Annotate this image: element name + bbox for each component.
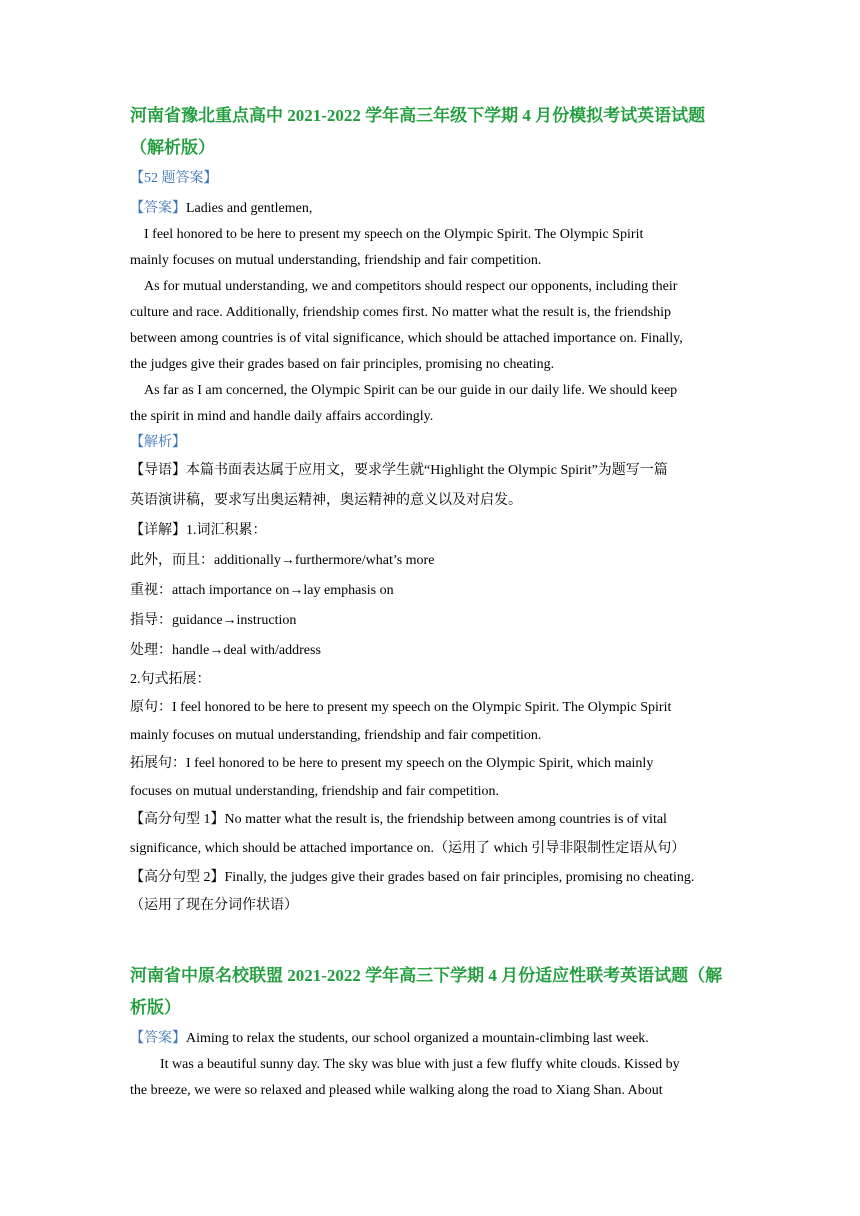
essay-p2-line-4: the judges give their grades based on fair principles, promising no cheating. — [130, 357, 555, 372]
essay-p2-line-1: As for mutual understanding, we and competitors should respect our opponents, including their — [144, 279, 678, 294]
guide-line-2: 英语演讲稿，要求写出奥运精神，奥运精神的意义以及对启发。 — [130, 493, 522, 508]
section-1 — [130, 100, 734, 920]
detail-heading: 【详解】1.词汇积累： — [130, 523, 267, 538]
essay-p1-line-1: I feel honored to be here to present my speech on the Olympic Spirit. The Olympic Spirit — [144, 227, 644, 242]
high-score-1-line-2: significance, which should be attached importance on.（运用了 which 引导非限制性定语从句） — [130, 841, 686, 856]
vocab-item-3: 指导：guidance→instruction — [130, 613, 297, 628]
answer-salutation: Ladies and gentlemen, — [186, 201, 313, 216]
essay-p2-line-2: culture and race. Additionally, friendship comes first. No matter what the result is, the friendship — [130, 305, 672, 320]
original-line-2: mainly focuses on mutual understanding, friendship and fair competition. — [130, 728, 542, 743]
section-2-answer-first: Aiming to relax the students, our school organized a mountain-climbing last week. — [186, 1031, 649, 1046]
vocab-item-4: 处理：handle→deal with/address — [130, 643, 321, 658]
essay-p1-line-2: mainly focuses on mutual understanding, friendship and fair competition. — [130, 253, 542, 268]
answer-line — [130, 196, 734, 222]
expanded-line-2: focuses on mutual understanding, friendship and fair competition. — [130, 784, 499, 799]
section-1-title-line-1: 河南省豫北重点高中 2021-2022 学年高三年级下学期 4 月份模拟考试英语试题 — [130, 106, 706, 125]
essay-p3-line-2: the spirit in mind and handle daily affairs accordingly. — [130, 409, 434, 424]
sentence-heading: 2.句式拓展： — [130, 672, 211, 687]
question-tag: 【52 题答案】 — [130, 171, 218, 186]
section-1-title-line-2: （解析版） — [130, 138, 215, 157]
vocab-item-1: 此外，而且：additionally→furthermore/what’s more — [130, 553, 435, 568]
section-2 — [130, 960, 734, 1104]
vocab-item-2: 重视：attach importance on→lay emphasis on — [130, 583, 394, 598]
essay-p3-line-1: As far as I am concerned, the Olympic Spirit can be our guide in our daily life. We should keep — [144, 383, 678, 398]
high-score-1-line-1: 【高分句型 1】No matter what the result is, the friendship between among countries is of vital — [130, 812, 667, 827]
original-line-1: 原句：I feel honored to be here to present my speech on the Olympic Spirit. The Olympic Spirit — [130, 700, 672, 715]
section-2-answer-line — [130, 1026, 734, 1052]
guide-line-1: 【导语】本篇书面表达属于应用文，要求学生就“Highlight the Olympic Spirit”为题写一篇 — [130, 463, 668, 478]
essay-p2-line-3: between among countries is of vital significance, which should be attached importance on. Finally, — [130, 331, 683, 346]
section-2-p1-line-1: It was a beautiful sunny day. The sky was blue with just a few fluffy white clouds. Kissed by — [160, 1057, 680, 1072]
expanded-line-1: 拓展句：I feel honored to be here to present my speech on the Olympic Spirit, which mainly — [130, 756, 654, 771]
section-2-answer-tag: 【答案】 — [130, 1031, 186, 1046]
section-2-title-line-1: 河南省中原名校联盟 2021-2022 学年高三下学期 4 月份适应性联考英语试题（解 — [130, 966, 723, 985]
high-score-2-line-1: 【高分句型 2】Finally, the judges give their grades based on fair principles, promising no cheating. — [130, 870, 695, 885]
high-score-2-line-2: （运用了现在分词作状语） — [130, 898, 298, 913]
section-2-p1-line-2: the breeze, we were so relaxed and pleased while walking along the road to Xiang Shan. About — [130, 1083, 663, 1098]
answer-tag: 【答案】 — [130, 201, 186, 216]
analysis-tag: 【解析】 — [130, 435, 186, 450]
section-2-title-line-2: 析版） — [130, 998, 181, 1017]
